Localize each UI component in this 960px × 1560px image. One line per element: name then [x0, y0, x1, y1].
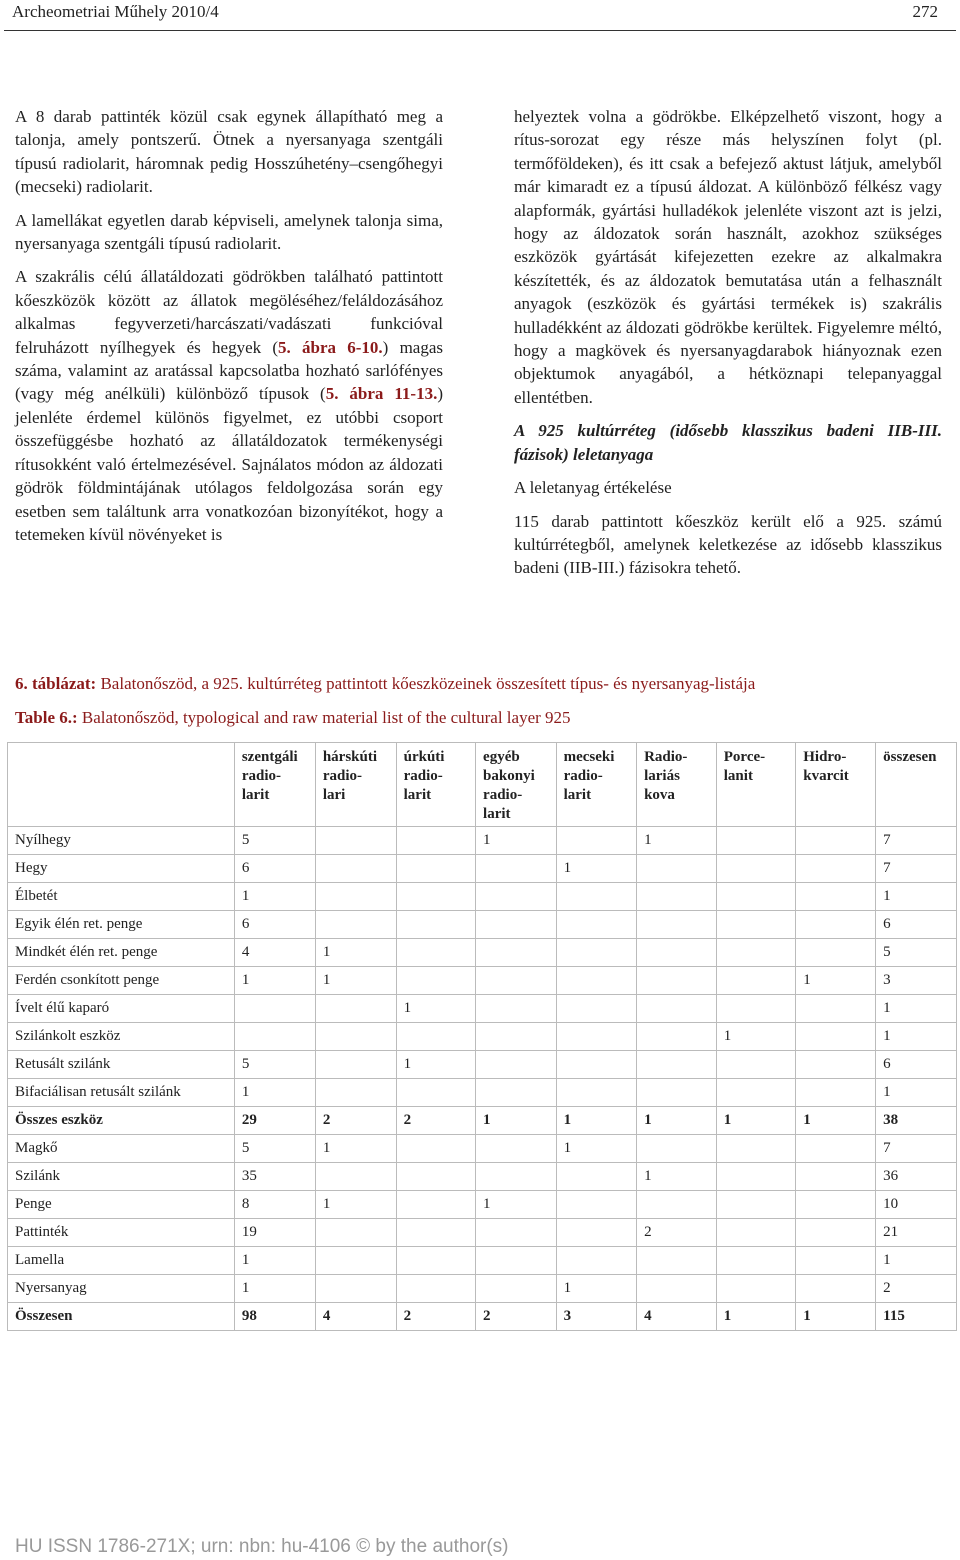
table-cell — [315, 827, 396, 855]
row-label: Ferdén csonkított penge — [8, 967, 235, 995]
table-cell: 1 — [234, 1079, 315, 1107]
table-cell: 1 — [637, 827, 717, 855]
table-cell: 1 — [234, 1247, 315, 1275]
row-label: Mindkét élén ret. penge — [8, 939, 235, 967]
table-cell: 1 — [315, 967, 396, 995]
table-cell — [637, 995, 717, 1023]
table-row — [8, 1303, 957, 1331]
table-cell: 1 — [556, 1107, 636, 1135]
table-cell — [716, 1275, 795, 1303]
column-header — [796, 743, 876, 827]
table-cell: 1 — [876, 883, 957, 911]
table-cell: 1 — [876, 1247, 957, 1275]
table-cell: 1 — [796, 1303, 876, 1331]
table-cell — [476, 1275, 557, 1303]
table-cell — [796, 1079, 876, 1107]
table-cell: 2 — [637, 1219, 717, 1247]
text-run: A szakrális célú állatáldozati gödrökben található pattintott kőeszközök között az állatok megöléséhez/feláldozásához alkalmas fegyverzeti/harcászati/vadászati funkcióval felruházott nyílhegyek és hegyek ( — [15, 267, 443, 357]
table-cell: 1 — [876, 995, 957, 1023]
table-cell: 5 — [234, 1135, 315, 1163]
table-cell: 2 — [315, 1107, 396, 1135]
table-cell: 35 — [234, 1163, 315, 1191]
row-label: Ívelt élű kaparó — [8, 995, 235, 1023]
table-cell: 1 — [476, 1191, 557, 1219]
table-cell — [234, 1023, 315, 1051]
row-label: Összes eszköz — [8, 1107, 235, 1135]
table-cell: 36 — [876, 1163, 957, 1191]
header-line: Hidro- — [803, 749, 847, 765]
table-cell — [556, 1163, 636, 1191]
table-cell — [556, 1023, 636, 1051]
column-header — [556, 743, 636, 827]
table-cell — [716, 1191, 795, 1219]
paragraph: 115 darab pattintott kőeszköz került elő a 925. számú kultúrrétegből, amelynek keletkezése az idősebb klasszikus badeni (IIB-III.) fázisokra tehető. — [514, 511, 942, 578]
table-row — [8, 911, 957, 939]
table-row — [8, 1135, 957, 1163]
table-cell: 38 — [876, 1107, 957, 1135]
table-cell — [716, 1135, 795, 1163]
table-cell — [396, 967, 475, 995]
table-cell — [556, 967, 636, 995]
table-cell — [637, 1135, 717, 1163]
table-cell: 1 — [716, 1023, 795, 1051]
column-header — [476, 743, 557, 827]
table-cell — [637, 1023, 717, 1051]
table-cell: 10 — [876, 1191, 957, 1219]
table-cell — [476, 939, 557, 967]
table-cell — [476, 1079, 557, 1107]
table-cell — [556, 1247, 636, 1275]
table-cell: 3 — [876, 967, 957, 995]
table-cell: 1 — [876, 1079, 957, 1107]
table-cell — [716, 1247, 795, 1275]
table-cell: 98 — [234, 1303, 315, 1331]
table-cell: 7 — [876, 827, 957, 855]
table-cell — [396, 911, 475, 939]
table-cell — [716, 883, 795, 911]
page-number: 272 — [912, 2, 938, 21]
row-label: Nyílhegy — [8, 827, 235, 855]
row-label: Összesen — [8, 1303, 235, 1331]
table-cell — [796, 1163, 876, 1191]
header-line: úrkúti — [403, 749, 445, 765]
table-cell: 1 — [396, 1051, 475, 1079]
table-cell — [315, 883, 396, 911]
header-line: larit — [563, 787, 592, 803]
table-cell — [716, 939, 795, 967]
header-line: lariás — [644, 768, 680, 784]
table-row — [8, 995, 957, 1023]
table-cell — [556, 1219, 636, 1247]
data-table — [7, 742, 957, 1331]
table-row — [8, 939, 957, 967]
table-cell — [556, 1079, 636, 1107]
table-cell — [476, 1219, 557, 1247]
table-cell — [476, 1135, 557, 1163]
table-row — [8, 1051, 957, 1079]
table-cell: 1 — [315, 1135, 396, 1163]
table-cell — [556, 1191, 636, 1219]
column-header — [234, 743, 315, 827]
table-cell — [716, 911, 795, 939]
table-cell — [796, 1247, 876, 1275]
table-cell — [476, 1023, 557, 1051]
table-cell — [234, 995, 315, 1023]
table-cell — [315, 1247, 396, 1275]
table-cell: 1 — [396, 995, 475, 1023]
table-row — [8, 1023, 957, 1051]
table-cell — [315, 1219, 396, 1247]
header-line: larit — [403, 787, 432, 803]
table-header-row — [8, 743, 957, 827]
table-cell — [637, 1079, 717, 1107]
table-cell: 7 — [876, 1135, 957, 1163]
paragraph — [15, 265, 443, 546]
header-line: radio- — [241, 768, 281, 784]
page-header — [0, 0, 960, 24]
row-label: Nyersanyag — [8, 1275, 235, 1303]
table-cell: 1 — [796, 967, 876, 995]
table-cell — [796, 911, 876, 939]
right-column — [514, 105, 942, 590]
row-label: Szilánkolt eszköz — [8, 1023, 235, 1051]
table-cell — [556, 827, 636, 855]
table-cell — [796, 855, 876, 883]
table-cell: 19 — [234, 1219, 315, 1247]
table-row — [8, 1275, 957, 1303]
figure-reference[interactable]: 5. ábra 11-13. — [325, 384, 438, 404]
table-cell: 1 — [234, 883, 315, 911]
table-cell — [796, 1219, 876, 1247]
table-cell — [716, 995, 795, 1023]
paragraph: A 8 darab pattinték közül csak egynek állapítható meg a talonja, amely pontszerű. Ötnek a nyersanyaga szentgáli típusú radiolarit, háromnak pedig Hosszúhetény–csengőhegyi (mecseki) radiolarit. — [15, 107, 443, 197]
table-cell — [796, 939, 876, 967]
table-cell — [396, 1247, 475, 1275]
table-cell: 2 — [396, 1107, 475, 1135]
column-header — [315, 743, 396, 827]
table-cell: 1 — [716, 1107, 795, 1135]
table-cell — [637, 1191, 717, 1219]
table-row — [8, 1107, 957, 1135]
text-run: ) jelenléte érdemel különös figyelmet, ez utóbbi csoport összefüggésbe hozható az állatáldozatok termékenységi rítusokként való értelmezésével. Sajnálatos módon az áldozati gödrök földmintájának utólagos feldolgozása során egy esetben sem találtunk arra vonatkozóan bizonyítékot, hogy a tetemeken kívül növényeket is — [15, 384, 443, 544]
table-cell — [796, 883, 876, 911]
table-cell: 1 — [315, 1191, 396, 1219]
table-cell: 2 — [476, 1303, 557, 1331]
table-cell — [637, 1275, 717, 1303]
table-cell: 2 — [876, 1275, 957, 1303]
table-cell: 6 — [876, 1051, 957, 1079]
header-line: radio- — [483, 787, 523, 803]
table-cell: 1 — [637, 1107, 717, 1135]
row-label: Bifaciálisan retusált szilánk — [8, 1079, 235, 1107]
table-cell: 1 — [637, 1163, 717, 1191]
caption-label: 6. táblázat: — [15, 674, 97, 693]
table-row — [8, 855, 957, 883]
table-cell — [476, 1163, 557, 1191]
table-cell — [556, 939, 636, 967]
table-cell — [716, 1051, 795, 1079]
journal-title: Archeometriai Műhely 2010/4 — [12, 2, 219, 21]
table-cell — [315, 1275, 396, 1303]
table-cell — [796, 1135, 876, 1163]
table-cell — [396, 1163, 475, 1191]
table-cell: 3 — [556, 1303, 636, 1331]
table-cell: 5 — [234, 827, 315, 855]
table-cell — [315, 1051, 396, 1079]
header-line: lanit — [723, 768, 753, 784]
table-cell: 1 — [476, 827, 557, 855]
table-cell: 1 — [716, 1303, 795, 1331]
table-cell — [637, 883, 717, 911]
table-row — [8, 1247, 957, 1275]
header-line: larit — [241, 787, 270, 803]
header-line: egyéb — [483, 749, 520, 765]
caption-label: Table 6.: — [15, 708, 78, 727]
table-cell — [396, 1079, 475, 1107]
header-line: mecseki — [563, 749, 615, 765]
table-cell — [476, 855, 557, 883]
table-cell — [396, 939, 475, 967]
table-cell: 6 — [234, 855, 315, 883]
column-header — [637, 743, 717, 827]
table-cell — [396, 1219, 475, 1247]
column-header — [8, 743, 235, 827]
table-cell: 5 — [876, 939, 957, 967]
table-row — [8, 1163, 957, 1191]
header-line: kova — [644, 787, 675, 803]
table-cell — [796, 827, 876, 855]
table-cell — [476, 995, 557, 1023]
header-line: Radio- — [644, 749, 688, 765]
row-label: Lamella — [8, 1247, 235, 1275]
table-cell: 115 — [876, 1303, 957, 1331]
table-row — [8, 1219, 957, 1247]
row-label: Hegy — [8, 855, 235, 883]
table-cell — [556, 911, 636, 939]
caption-text: Balatonőszöd, typological and raw material list of the cultural layer 925 — [77, 708, 571, 727]
table-cell — [476, 1051, 557, 1079]
table-cell: 2 — [396, 1303, 475, 1331]
table-cell — [396, 883, 475, 911]
table-cell — [396, 1023, 475, 1051]
table-cell — [716, 1163, 795, 1191]
table-cell — [637, 967, 717, 995]
header-line: összesen — [883, 749, 937, 765]
paragraph: A lamellákat egyetlen darab képviseli, amelynek talonja sima, nyersanyaga szentgáli típusú radiolarit. — [15, 210, 443, 254]
column-header — [876, 743, 957, 827]
table-cell — [637, 939, 717, 967]
table-cell — [796, 995, 876, 1023]
row-label: Élbetét — [8, 883, 235, 911]
table-caption-en — [15, 708, 571, 728]
table-cell — [716, 827, 795, 855]
table-cell — [796, 1191, 876, 1219]
row-label: Pattinték — [8, 1219, 235, 1247]
table-cell: 29 — [234, 1107, 315, 1135]
table-cell — [716, 1079, 795, 1107]
table-cell: 1 — [234, 1275, 315, 1303]
table-cell — [637, 1247, 717, 1275]
table-cell — [716, 855, 795, 883]
row-label: Egyik élén ret. penge — [8, 911, 235, 939]
table-cell — [476, 883, 557, 911]
table-cell: 6 — [876, 911, 957, 939]
table-cell — [637, 911, 717, 939]
table-cell: 1 — [556, 1275, 636, 1303]
table-row — [8, 1079, 957, 1107]
section-heading: A 925 kultúrréteg (idősebb klasszikus badeni IIB-III. fázisok) leletanyaga — [514, 421, 942, 464]
subsection-heading: A leletanyag értékelése — [514, 478, 672, 498]
left-column — [15, 105, 443, 556]
table-cell — [396, 855, 475, 883]
table-cell: 7 — [876, 855, 957, 883]
table-cell — [396, 827, 475, 855]
header-line: bakonyi — [483, 768, 535, 784]
footer: HU ISSN 1786-271X; urn: nbn: hu-4106 © by the author(s) — [15, 1536, 509, 1557]
table-cell — [315, 855, 396, 883]
table-cell — [716, 1219, 795, 1247]
row-label: Magkő — [8, 1135, 235, 1163]
table-cell: 1 — [876, 1023, 957, 1051]
table-cell: 1 — [556, 1135, 636, 1163]
table-cell — [637, 855, 717, 883]
paragraph: helyeztek volna a gödrökbe. Elképzelhető viszont, hogy a rítus-sorozat egy része más helyszínen folyt (pl. termőföldeken), és itt csak a befejező aktust látjuk, amelyből már kimaradt ez a típusú áldozat. A különböző félkész vagy alapformák, gyártási hulladékok jelenléte viszont azt is jelzi, hogy az áldozatok során használt, azokhoz szükséges eszközök gyártását kifejezetten ezekre az alkalmakra készítették, és az áldozatok bemutatása után a felhasznált anyagok (eszközök és gyártási termékek is) szakrális hulladékként az áldozati gödrökbe kerültek. Figyelemre méltó, hogy a magkövek és nyersanyagdarabok hiányoznak ezen objektumok anyagából, a hétköznapi telepanyaggal ellentétben. — [514, 107, 942, 407]
header-line: radio- — [563, 768, 603, 784]
table-row — [8, 827, 957, 855]
header-line: larit — [483, 806, 511, 822]
text-run: ) magas száma, valamint az aratással kapcsolatba hozható sarlófényes (vagy még anélküli) különböző típusok ( — [15, 337, 443, 404]
table-cell: 4 — [637, 1303, 717, 1331]
table-cell — [315, 1163, 396, 1191]
table-cell: 8 — [234, 1191, 315, 1219]
table-cell: 4 — [315, 1303, 396, 1331]
row-label: Penge — [8, 1191, 235, 1219]
table-cell — [315, 995, 396, 1023]
caption-text: Balatonőszöd, a 925. kultúrréteg pattintott kőeszközeinek összesített típus- és nyersanyag-listája — [96, 674, 756, 693]
table-row — [8, 883, 957, 911]
table-cell: 1 — [315, 939, 396, 967]
header-line: kvarcit — [803, 768, 849, 784]
table-cell — [396, 1135, 475, 1163]
table-cell — [796, 1023, 876, 1051]
header-line: Porce- — [723, 749, 766, 765]
table-cell: 1 — [556, 855, 636, 883]
table-cell: 5 — [234, 1051, 315, 1079]
figure-reference[interactable]: 5. ábra 6-10. — [278, 337, 383, 357]
column-header — [716, 743, 795, 827]
row-label: Retusált szilánk — [8, 1051, 235, 1079]
table-cell — [396, 1275, 475, 1303]
header-line: radio- — [322, 768, 362, 784]
table-cell — [315, 1079, 396, 1107]
table-cell — [315, 911, 396, 939]
header-rule — [4, 30, 956, 31]
table-cell — [476, 1247, 557, 1275]
table-row — [8, 1191, 957, 1219]
table-cell — [556, 883, 636, 911]
table-cell: 21 — [876, 1219, 957, 1247]
table-caption-hu — [15, 674, 755, 694]
header-line: hárskúti — [322, 749, 377, 765]
table-cell: 6 — [234, 911, 315, 939]
table-cell: 1 — [796, 1107, 876, 1135]
table-cell — [315, 1023, 396, 1051]
table-cell: 4 — [234, 939, 315, 967]
table-body — [8, 827, 957, 1331]
table-cell: 1 — [476, 1107, 557, 1135]
table-cell: 1 — [234, 967, 315, 995]
row-label: Szilánk — [8, 1163, 235, 1191]
table-cell — [796, 1051, 876, 1079]
table-cell — [637, 1051, 717, 1079]
table-cell — [556, 995, 636, 1023]
table-cell — [796, 1275, 876, 1303]
table-row — [8, 967, 957, 995]
table-cell — [476, 967, 557, 995]
header-line: szentgáli — [241, 749, 298, 765]
table-cell — [556, 1051, 636, 1079]
table-cell — [396, 1191, 475, 1219]
table-cell — [716, 967, 795, 995]
header-line: lari — [322, 787, 346, 803]
header-line: radio- — [403, 768, 443, 784]
column-header — [396, 743, 475, 827]
table-cell — [476, 911, 557, 939]
